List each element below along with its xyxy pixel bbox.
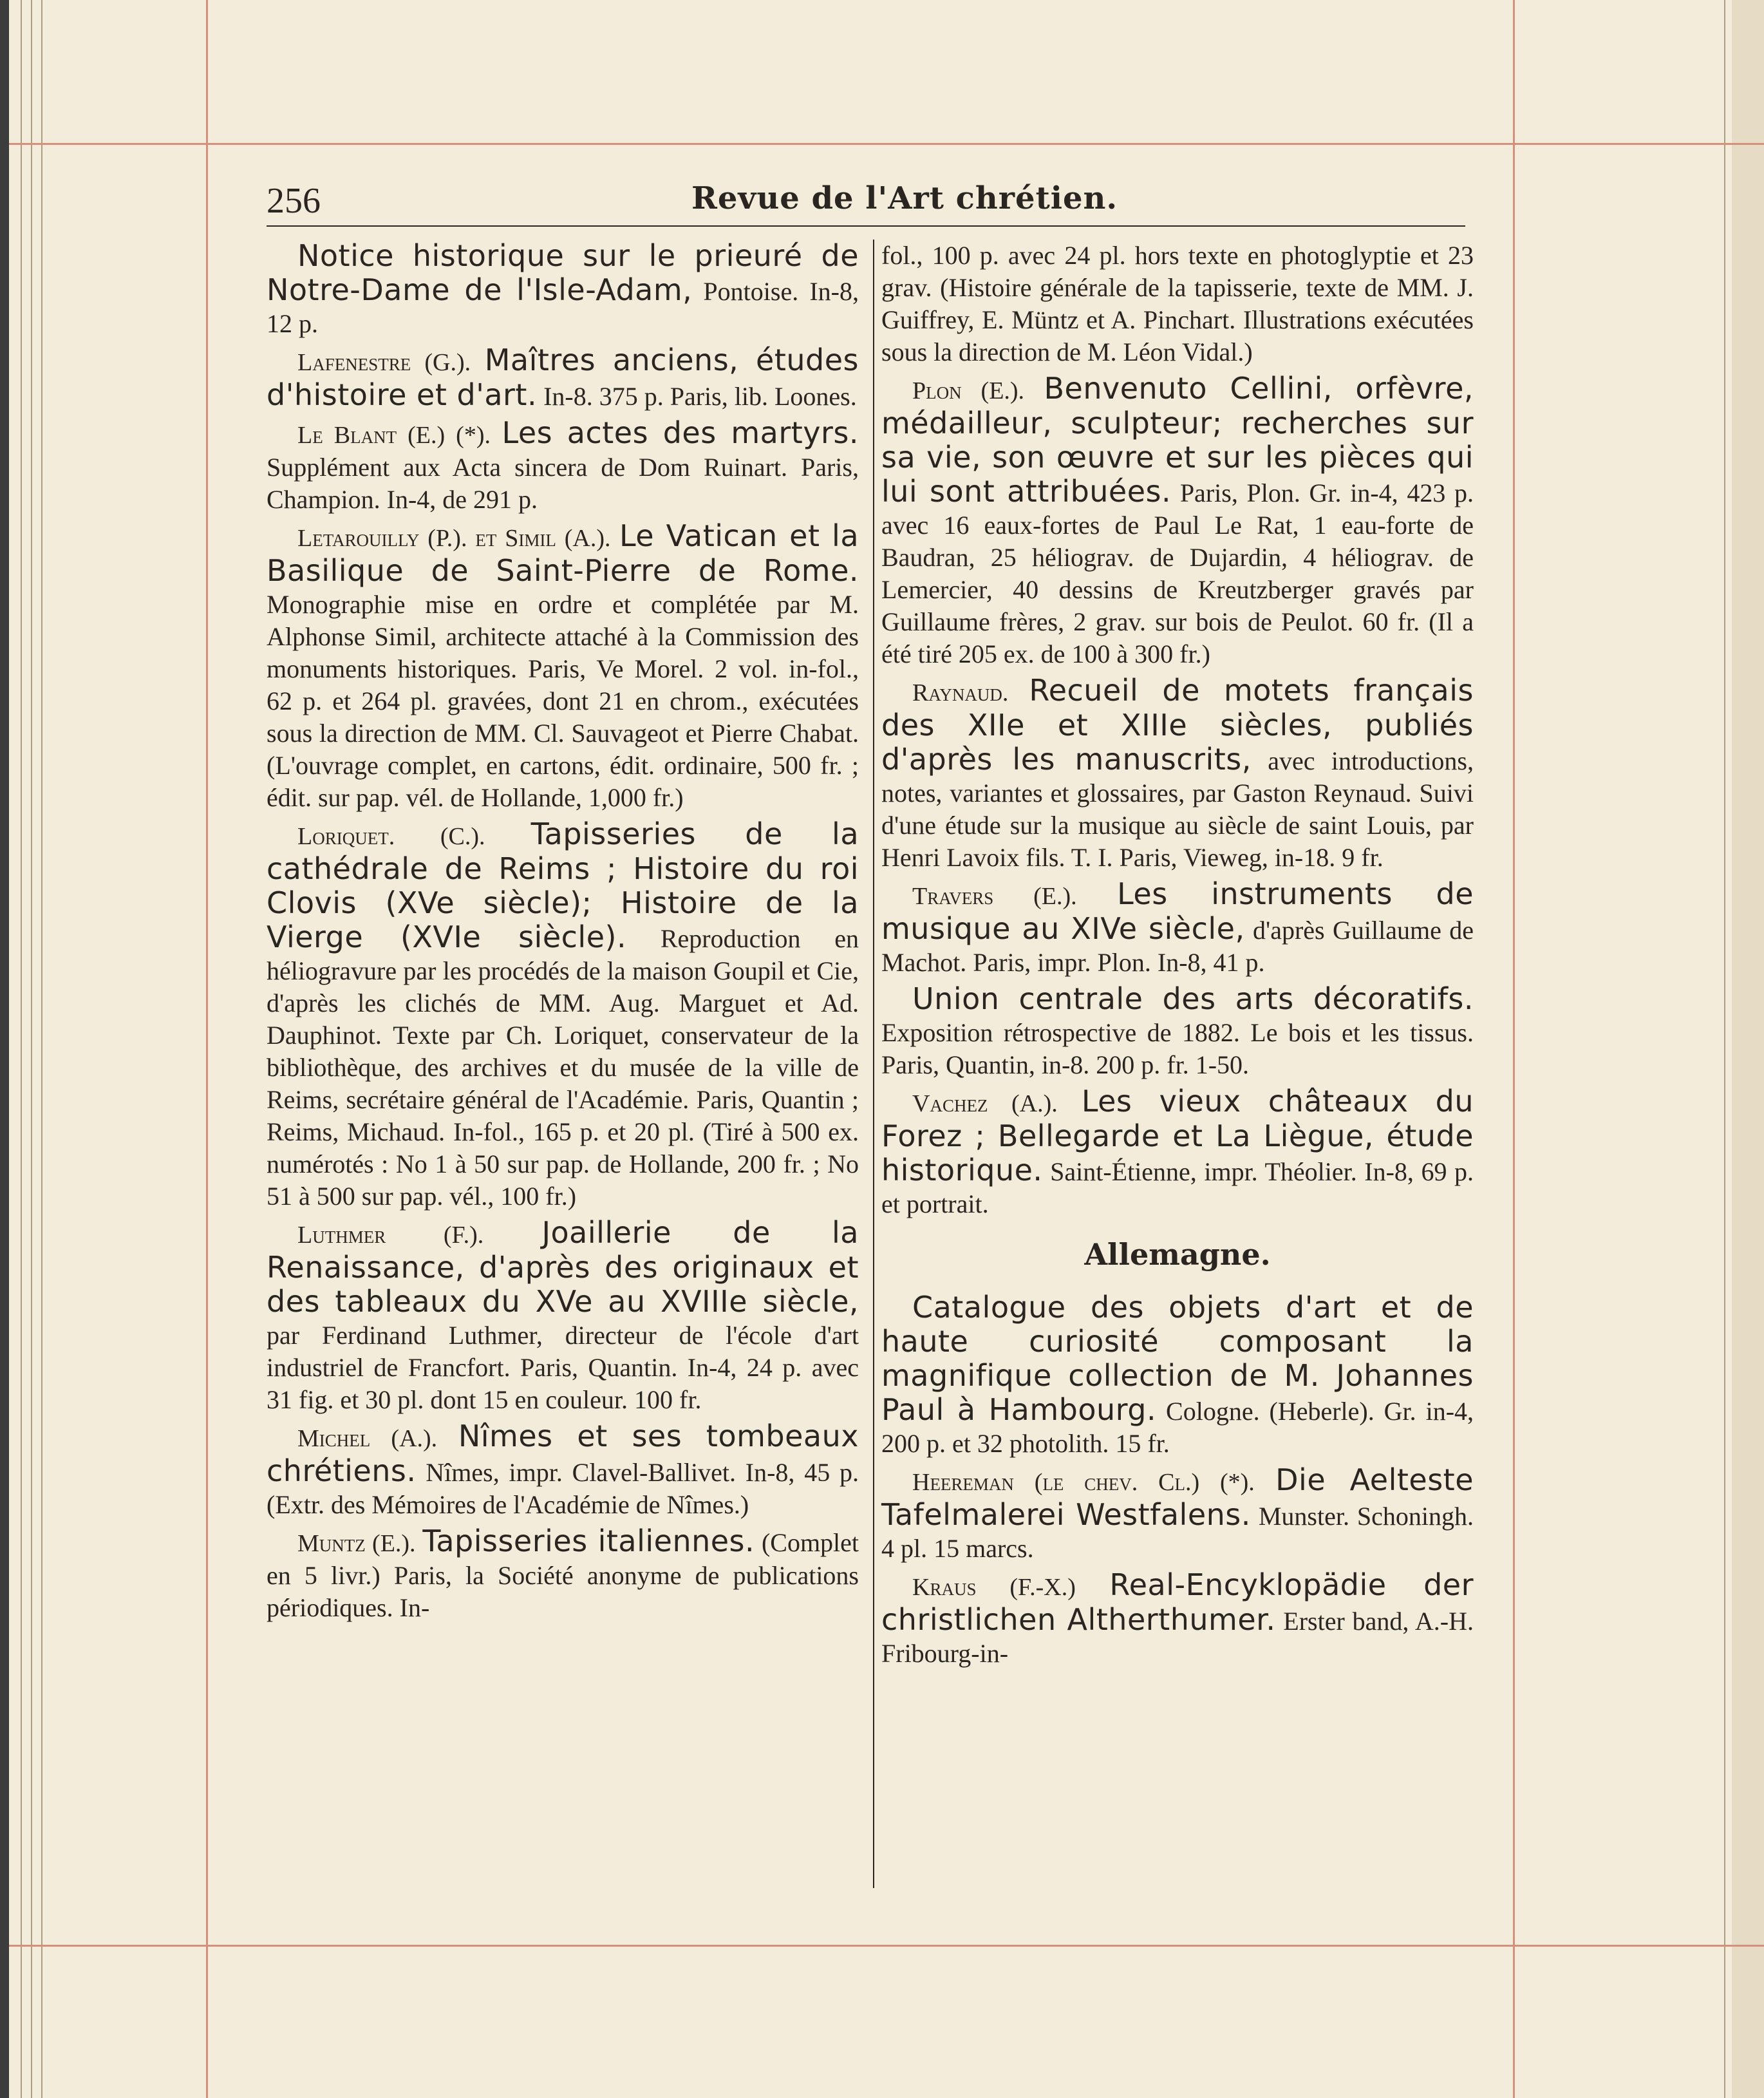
bibliography-entry: [267, 1216, 859, 1416]
entry-title: Les vieux châteaux du Forez ; Bellegarde et La Liègue, étude historique.: [881, 1084, 1474, 1187]
right-entries: [881, 240, 1474, 1220]
entry-author: Letarouilly (P.). et Simil (A.).: [297, 525, 611, 552]
margin-rule-left: [206, 0, 208, 2098]
bibliography-entry: [881, 240, 1474, 368]
entry-details: Exposition rétrospective de 1882. Le bois et les tissus. Paris, Quantin, in-8. 200 p. fr. 1-50.: [881, 1018, 1474, 1079]
bibliography-entry: [881, 1291, 1474, 1460]
entry-title: Joaillerie de la Renaissance, d'après des originaux et des tableaux du XVe au XVIIIe siècle,: [267, 1215, 859, 1319]
running-title: Revue de l'Art chrétien.: [691, 180, 1118, 216]
entry-details: par Ferdinand Luthmer, directeur de l'école d'art industriel de Francfort. Paris, Quantin. In-4, 24 p. avec 31 fig. et 30 pl. dont 15 en couleur. 100 fr.: [267, 1321, 859, 1414]
bibliography-entry: [881, 372, 1474, 670]
margin-rule-right: [1513, 0, 1515, 2098]
page-header: [267, 180, 1465, 227]
entry-author: Travers (E.).: [912, 883, 1077, 910]
germany-entries: [881, 1291, 1474, 1670]
entry-details: Pontoise. In-8, 12 p.: [267, 277, 859, 338]
entry-details: Cologne. (Heberle). Gr. in-4, 200 p. et 32 photolith. 15 fr.: [881, 1397, 1474, 1458]
page-stack-line: [21, 0, 22, 2098]
bibliography-entry: [267, 240, 859, 340]
bibliography-entry: [267, 818, 859, 1213]
bibliography-entry: [881, 674, 1474, 874]
entry-details: Munster. Schoningh. 4 pl. 15 marcs.: [881, 1502, 1474, 1563]
bibliography-entry: [267, 344, 859, 413]
page-stack-line: [31, 0, 32, 2098]
entry-details: Reproduction en héliogravure par les procédés de la maison Goupil et Cie, d'après les clichés de MM. Aug. Marguet et Ad. Dauphinot. Texte par Ch. Loriquet, conservateur de la bibliothèque, des archives et du musée de la ville de Reims, secrétaire général de l'Académie. Paris, Quantin ; Reims, Michaud. In-fol., 165 p. et 20 pl. (Tiré à 500 ex. numérotés : No 1 à 50 sur pap. de Hollande, 200 fr. ; No 51 à 500 sur pap. vél., 100 fr.): [267, 924, 859, 1211]
entry-author: Plon (E.).: [912, 377, 1025, 404]
entry-details: Paris, Plon. Gr. in-4, 423 p. avec 16 eaux-fortes de Paul Le Rat, 1 eau-forte de Baudran, 25 héliograv. de Dujardin, 4 héliograv. de Lemercier, 40 dessins de Kreutzberger gravés par Guillaume frères, 2 grav. sur bois de Peulot. 60 fr. (Il a été tiré 205 ex. de 100 à 300 fr.): [881, 478, 1474, 668]
entry-title: Real-Encyklopädie der christlichen Altherthumer.: [881, 1567, 1474, 1637]
bibliography-entry: [267, 1420, 859, 1521]
right-column: [881, 240, 1474, 1674]
entry-details: Saint-Étienne, impr. Théolier. In-8, 69 p. et portrait.: [881, 1157, 1474, 1218]
entry-details: avec introductions, notes, variantes et glossaires, par Gaston Reynaud. Suivi d'une étude sur la musique au siècle de saint Louis, par Henri Lavoix fils. T. I. Paris, Vieweg, in-18. 9 fr.: [881, 746, 1474, 872]
left-column: [267, 240, 859, 1628]
bibliography-entry: [267, 520, 859, 814]
book-page: [9, 0, 1764, 2098]
margin-rule-bottom: [9, 1945, 1764, 1947]
entry-title: Die Aelteste Tafelmalerei Westfalens.: [881, 1462, 1474, 1532]
entry-author: Raynaud.: [912, 679, 1009, 706]
entry-details: fol., 100 p. avec 24 pl. hors texte en photoglyptie et 23 grav. (Histoire générale de la tapisserie, texte de MM. J. Guiffrey, E. Müntz et A. Pinchart. Illustrations exécutées sous la direction de M. Léon Vidal.): [881, 241, 1474, 366]
page-number: 256: [267, 181, 321, 221]
entry-author: Heereman (le chev. Cl.) (*).: [912, 1469, 1255, 1496]
entry-details: In-8. 375 p. Paris, lib. Loones.: [543, 382, 857, 411]
entry-title: Nîmes et ses tombeaux chrétiens.: [267, 1419, 859, 1488]
entry-title: Benvenuto Cellini, orfèvre, médailleur, sculpteur; recherches sur sa vie, son œuvre et sur les pièces qui lui sont attribuées.: [881, 371, 1474, 509]
entry-details: d'après Guillaume de Machot. Paris, impr. Plon. In-8, 41 p.: [881, 916, 1474, 977]
entry-title: Tapisseries italiennes.: [422, 1524, 755, 1558]
bibliography-entry: [881, 1085, 1474, 1220]
entry-title: Recueil de motets français des XIIe et XIIIe siècles, publiés d'après les manuscrits,: [881, 673, 1474, 777]
entry-details: Nîmes, impr. Clavel-Ballivet. In-8, 45 p. (Extr. des Mémoires de l'Académie de Nîmes.): [267, 1458, 859, 1519]
entry-title: Le Vatican et la Basilique de Saint-Pierre de Rome.: [267, 518, 859, 588]
entry-author: Muntz (E.).: [297, 1530, 416, 1557]
entry-title: Tapisseries de la cathédrale de Reims ; Histoire du roi Clovis (XVe siècle); Histoire de la Vierge (XVIe siècle).: [267, 817, 859, 954]
entry-details: Supplément aux Acta sincera de Dom Ruinart. Paris, Champion. In-4, de 291 p.: [267, 453, 859, 514]
page-edge: [1732, 0, 1764, 2098]
entry-author: Kraus (F.-X.): [912, 1574, 1076, 1601]
entry-author: Lafenestre (G.).: [297, 349, 471, 376]
margin-rule-top: [9, 143, 1764, 145]
entry-author: Luthmer (F.).: [297, 1222, 484, 1249]
entry-author: Vachez (A.).: [912, 1090, 1058, 1117]
entry-details: Monographie mise en ordre et complétée par M. Alphonse Simil, architecte attaché à la Commission des monuments historiques. Paris, Ve Morel. 2 vol. in-fol., 62 p. et 264 pl. gravées, dont 21 en chrom., exécutées sous la direction de MM. Cl. Sauvageot et Pierre Chabat. (L'ouvrage complet, en cartons, édit. ordinaire, 500 fr. ; édit. sur pap. vél. de Hollande, 1,000 fr.): [267, 590, 859, 812]
section-heading: Allemagne.: [1084, 1237, 1271, 1272]
entry-author: Le Blant (E.) (*).: [297, 422, 491, 449]
bibliography-entry: [881, 878, 1474, 979]
bibliography-entry: [881, 1464, 1474, 1565]
entry-details: Erster band, A.-H. Fribourg-in-: [881, 1607, 1474, 1668]
entry-title: Les instruments de musique au XIVe siècle,: [881, 876, 1474, 946]
entry-title: Les actes des martyrs.: [502, 415, 859, 450]
entry-author: Loriquet. (C.).: [297, 823, 485, 850]
bibliography-entry: [881, 1569, 1474, 1670]
page-stack-line: [41, 0, 42, 2098]
bibliography-entry: [267, 417, 859, 516]
entry-title: Union centrale des arts décoratifs.: [912, 981, 1474, 1016]
entry-details: (Complet en 5 livr.) Paris, la Société anonyme de publications périodiques. In-: [267, 1528, 859, 1622]
bibliography-entry: [881, 983, 1474, 1081]
entry-title: Maîtres anciens, études d'histoire et d'art.: [267, 343, 859, 412]
entry-author: Michel (A.).: [297, 1425, 438, 1452]
page-fold-line: [1724, 0, 1725, 2098]
entry-title: Notice historique sur le prieuré de Notre-Dame de l'Isle-Adam,: [267, 238, 859, 307]
entry-title: Catalogue des objets d'art et de haute curiosité composant la magnifique collection de M. Johannes Paul à Hambourg.: [881, 1290, 1474, 1427]
column-divider: [873, 240, 874, 1888]
bibliography-entry: [267, 1525, 859, 1624]
